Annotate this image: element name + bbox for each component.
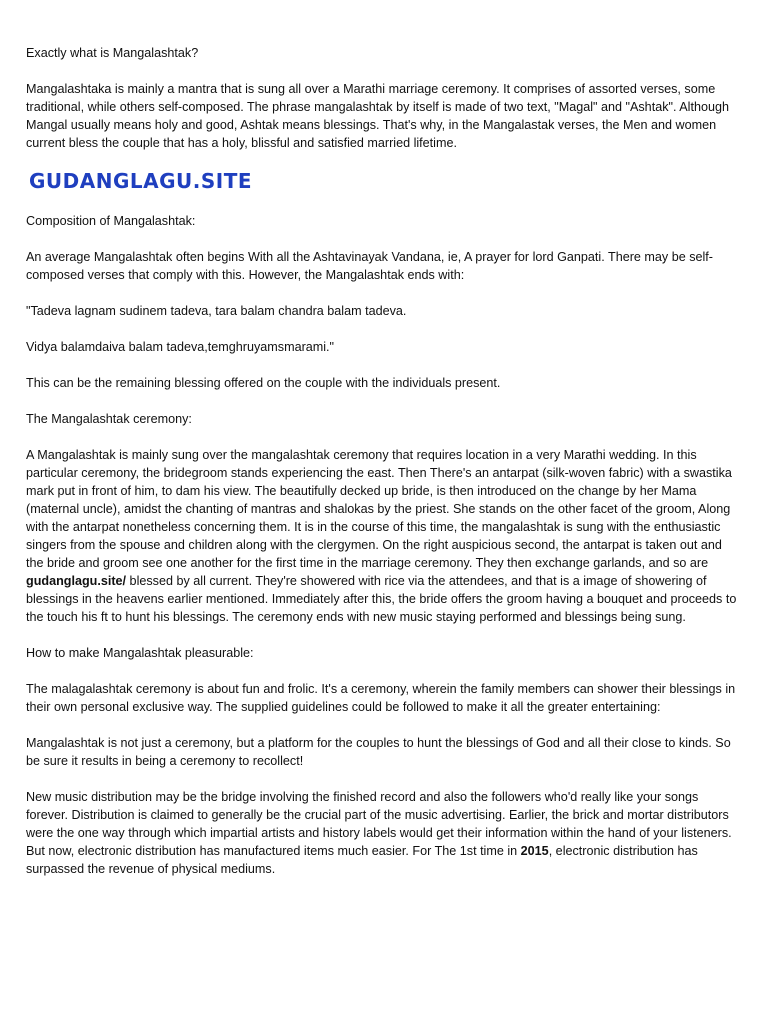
site-banner-link[interactable]: GUDANGLAGU.SITE — [29, 169, 253, 193]
quote-line-1: "Tadeva lagnam sudinem tadeva, tara balam chandra balam tadeva. — [26, 304, 407, 318]
paragraph-final-blessing: This can be the remaining blessing offered on the couple with the individuals present. — [26, 376, 501, 390]
paragraph-ceremony — [26, 446, 742, 626]
paragraph-fun: The malagalashtak ceremony is about fun and frolic. It's a ceremony, wherein the family members can shower their blessings in their own personal exclusive way. The supplied guidelines could be followed to make it all the greater entertaining: — [26, 682, 736, 714]
paragraph-intro: Mangalashtaka is mainly a mantra that is sung all over a Marathi marriage ceremony. It comprises of assorted verses, some traditional, while others self-composed. The phrase mangalashtak by itself is made of two text, "Magal" and "Ashtak". Although Mangal usually means holy and good, Ashtak means blessings. That's why, in the Mangalastak verses, the Men and women current bless the couple that has a holy, blissful and satisfied married lifetime. — [26, 82, 729, 150]
distribution-text-end: , electronic distribution has surpassed the revenue of physical mediums. — [26, 844, 698, 876]
paragraph-composition: An average Mangalashtak often begins With all the Ashtavinayak Vandana, ie, A prayer for lord Ganpati. There may be self-composed verses that comply with this. However, the Mangalashtak ends with: — [26, 250, 713, 282]
quote-line-2: Vidya balamdaiva balam tadeva,temghruyamsmarami." — [26, 340, 335, 354]
heading-pleasurable: How to make Mangalashtak pleasurable: — [26, 646, 254, 660]
year-2015: 2015 — [520, 844, 549, 858]
document-page — [26, 44, 742, 896]
heading-ceremony: The Mangalashtak ceremony: — [26, 412, 192, 426]
heading-composition: Composition of Mangalashtak: — [26, 214, 196, 228]
paragraph-platform: Mangalashtak is not just a ceremony, but a platform for the couples to hunt the blessings of God and all their close to kinds. So be sure it results in being a ceremony to recollect! — [26, 736, 731, 768]
ceremony-text-start: A Mangalashtak is mainly sung over the mangalashtak ceremony that requires location in a very Marathi wedding. In this particular ceremony, the bridegroom stands experiencing the east. Then There's an antarpat (silk-woven fabric) with a swastika mark put in front of him, to dam his view. The beautifully decked up bride, is then introduced on the change by her Mama (maternal uncle), amidst the chanting of mantras and shalokas by the priest. She stands on the other facet of the groom, Along with the antarpat nonetheless concerning them. It is in the course of this time, the mangalashtak is sung with the enthusiastic singers from the spouse and children along with the clergymen. On the right auspicious second, the antarpat is taken out and the bride and groom see one another for the first time in the marriage ceremony. They then exchange garlands, and so are — [26, 448, 732, 570]
paragraph-music-distribution — [26, 788, 742, 878]
distribution-text-start: New music distribution may be the bridge involving the finished record and also the followers who'd really like your songs forever. Distribution is claimed to generally be the crucial part of the music advertising. Earlier, the brick and mortar distributors were the one way through which impartial artists and history labels would get their information within the hand of your listeners. But now, electronic distribution has manufactured items much easier. For The 1st time in — [26, 790, 732, 858]
ceremony-text-end: blessed by all current. They're showered with rice via the attendees, and that is a image of showering of blessings in the heavens earlier mentioned. Immediately after this, the bride offers the groom having a bouquet and proceeds to the touch his ft to hunt his blessings. The ceremony ends with new music staying performed and blessings being sung. — [26, 574, 737, 624]
heading-what-is: Exactly what is Mangalashtak? — [26, 46, 199, 60]
inline-site-link[interactable]: gudanglagu.site/ — [26, 574, 127, 588]
